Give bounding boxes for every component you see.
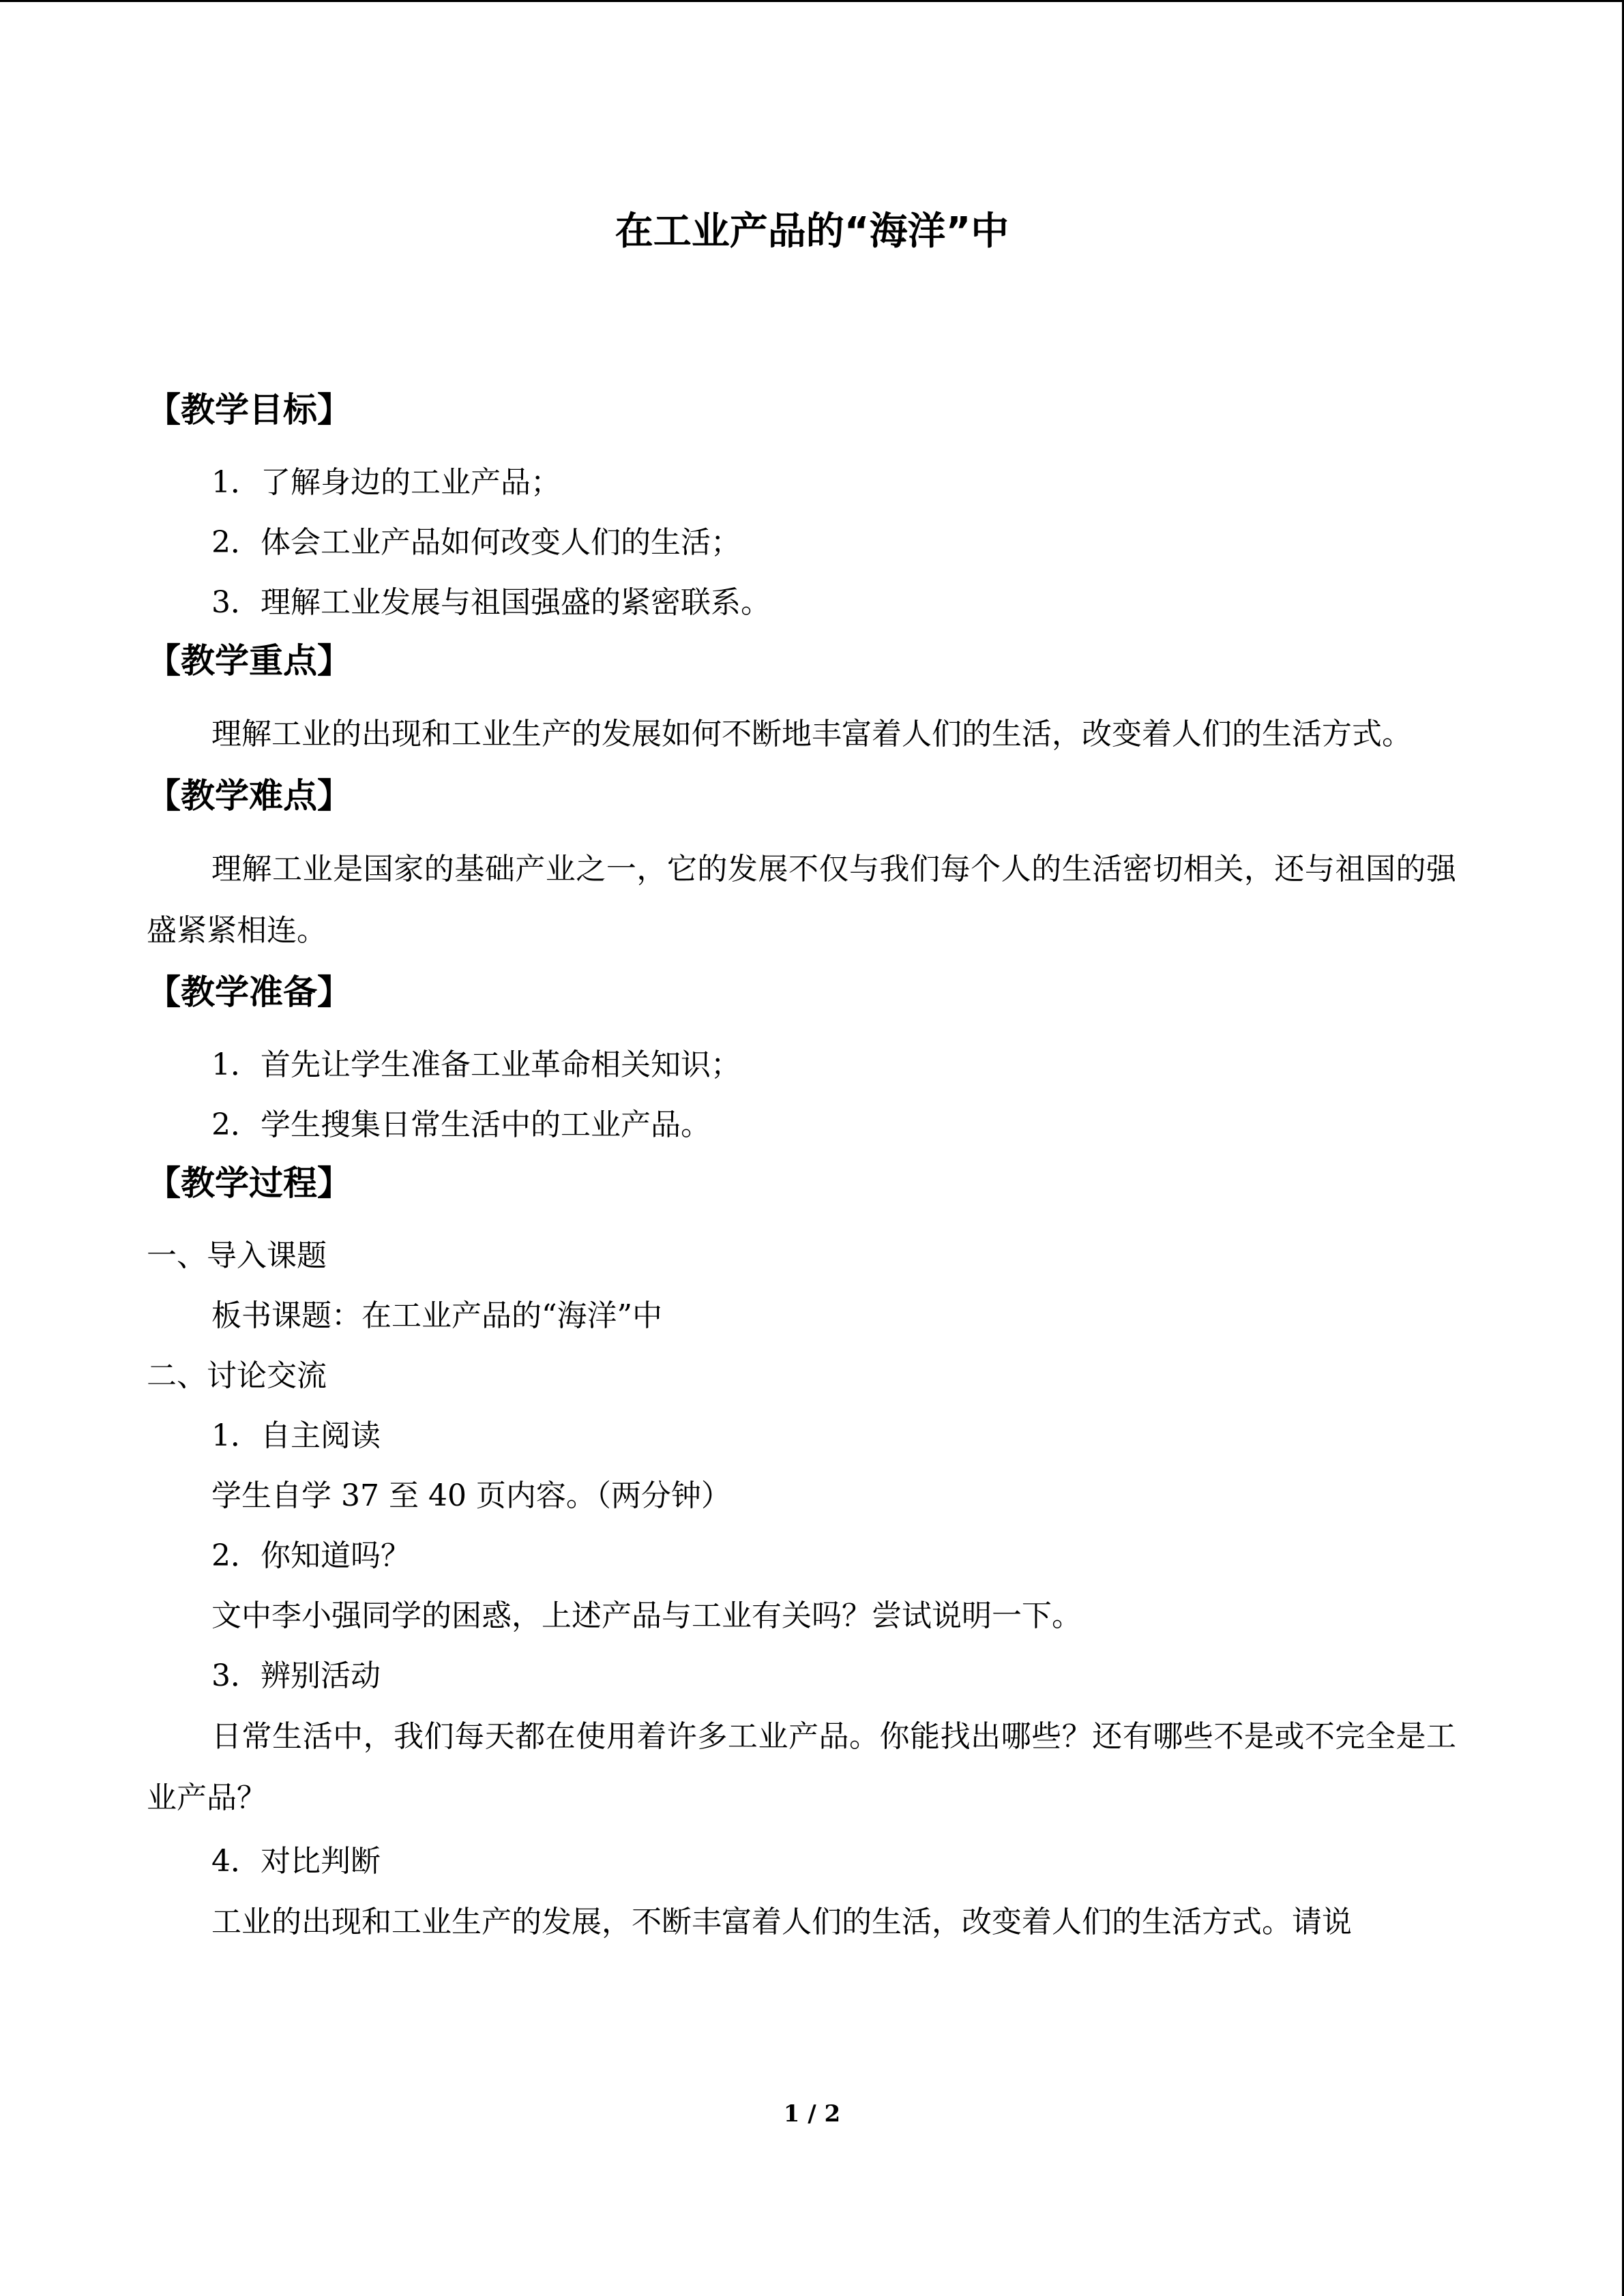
process-step-3-title: 3．辨别活动: [211, 1658, 381, 1693]
difficulties-text: 理解工业是国家的基础产业之一，它的发展不仅与我们每个人的生活密切相关，还与祖国的强盛紧紧相连。: [147, 852, 1456, 948]
heading-teaching-process: 【教学过程】: [147, 1163, 351, 1203]
document-title: 在工业产品的“海洋”中: [615, 209, 1009, 254]
process-part-1-title: 一、导入课题: [147, 1238, 327, 1273]
process-step-3-text: 日常生活中，我们每天都在使用着许多工业产品。你能找出哪些？还有哪些不是或不完全是工业产品？: [147, 1719, 1456, 1815]
heading-key-points: 【教学重点】: [147, 641, 351, 681]
process-part-2-title: 二、讨论交流: [147, 1358, 327, 1393]
heading-difficulties: 【教学难点】: [147, 776, 351, 816]
process-step-2-title: 2．你知道吗？: [211, 1538, 411, 1573]
goal-item-1: 1．了解身边的工业产品；: [211, 465, 561, 500]
process-step-4-title: 4．对比判断: [211, 1844, 381, 1879]
page-number: 1 / 2: [783, 2100, 841, 2128]
process-step-1-title: 1．自主阅读: [211, 1418, 381, 1453]
goal-item-3: 3．理解工业发展与祖国强盛的紧密联系。: [211, 585, 771, 620]
preparation-item-1: 1．首先让学生准备工业革命相关知识；: [211, 1047, 741, 1082]
process-step-4-text: 工业的出现和工业生产的发展，不断丰富着人们的生活，改变着人们的生活方式。请说: [211, 1905, 1352, 1939]
document-body: [147, 382, 1456, 1956]
key-points-text: 理解工业的出现和工业生产的发展如何不断地丰富着人们的生活，改变着人们的生活方式。: [211, 717, 1412, 751]
heading-teaching-goals: 【教学目标】: [147, 390, 351, 430]
goal-item-2: 2．体会工业产品如何改变人们的生活；: [211, 525, 741, 560]
process-part-1-text: 板书课题：在工业产品的“海洋”中: [211, 1298, 662, 1333]
process-step-1-text: 学生自学 37 至 40 页内容。（两分钟）: [211, 1478, 731, 1513]
preparation-item-2: 2．学生搜集日常生活中的工业产品。: [211, 1107, 711, 1142]
process-step-2-text: 文中李小强同学的困惑，上述产品与工业有关吗？尝试说明一下。: [211, 1598, 1082, 1633]
heading-preparation: 【教学准备】: [147, 972, 351, 1012]
